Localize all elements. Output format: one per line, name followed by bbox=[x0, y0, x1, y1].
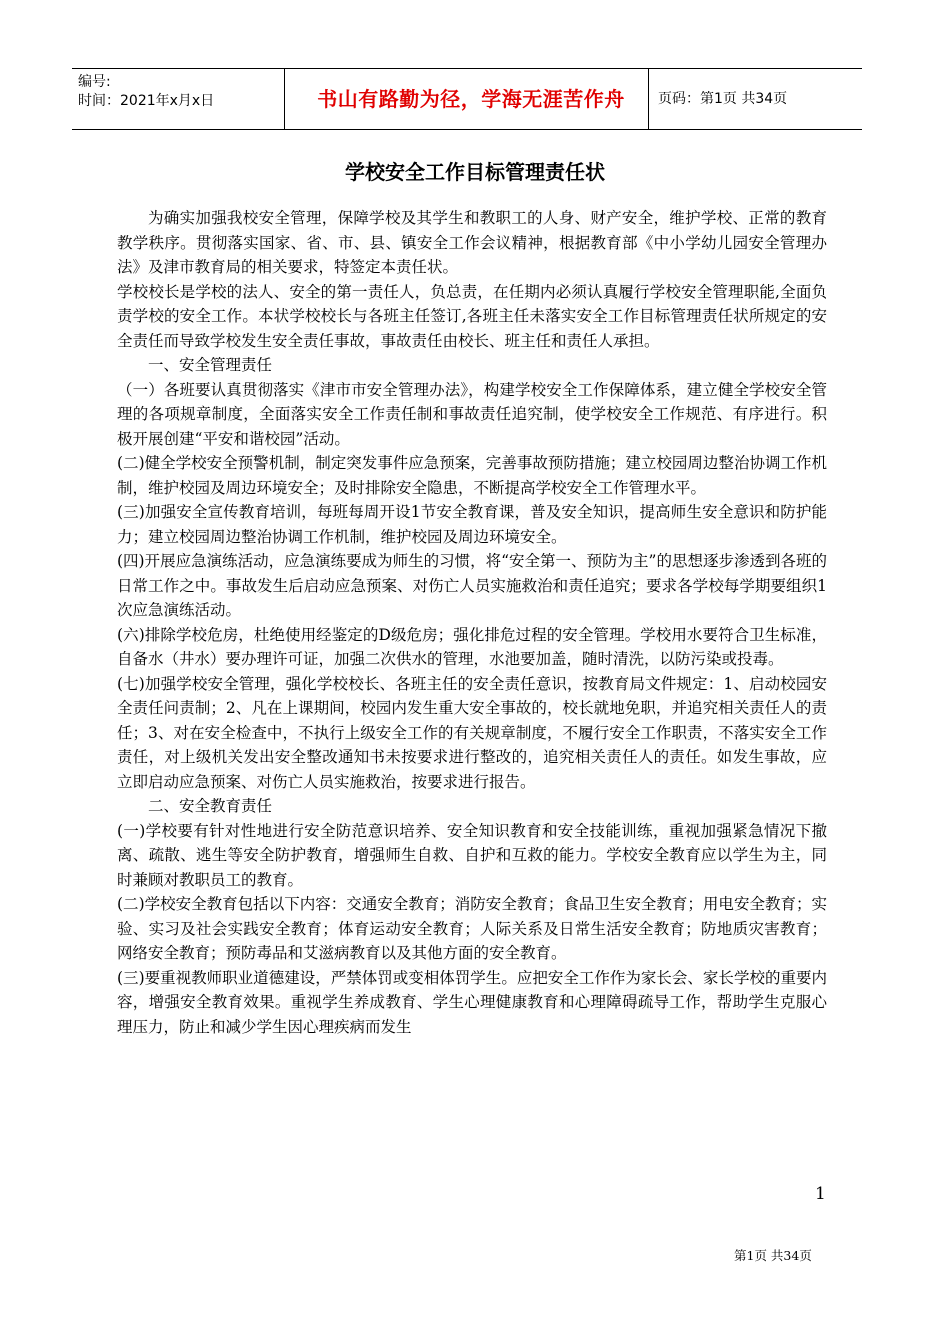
header-meta bbox=[78, 73, 278, 111]
document-title: 学校安全工作目标管理责任状 bbox=[345, 160, 605, 184]
document-body bbox=[117, 206, 827, 1039]
date-label: 时间：2021年x月x日 bbox=[78, 93, 215, 109]
number-label: 编号: bbox=[78, 74, 111, 90]
paragraph: 一、安全管理责任 bbox=[148, 356, 273, 374]
page-number: 1 bbox=[815, 1184, 826, 1204]
header-page-info: 页码：第1页 共34页 bbox=[658, 91, 788, 107]
paragraph: 二、安全教育责任 bbox=[148, 797, 273, 815]
paragraph: (一)学校要有针对性地进行安全防范意识培养、安全知识教育和安全技能训练，重视加强紧急情况下撤离、疏散、逃生等安全防护教育，增强师生自救、自护和互救的能力。学校安全教育应以学生为主，同时兼顾对教职员工的教育。 bbox=[117, 821, 827, 889]
paragraph: (二)健全学校安全预警机制，制定突发事件应急预案，完善事故预防措施；建立校园周边整治协调工作机制，维护校园及周边环境安全；及时排除安全隐患，不断提高学校安全工作管理水平。 bbox=[117, 454, 827, 497]
paragraph: (六)排除学校危房，杜绝使用经鉴定的D级危房；强化排危过程的安全管理。学校用水要符合卫生标准，自备水（井水）要办理许可证，加强二次供水的管理，水池要加盖，随时清洗，以防污染或投毒。 bbox=[117, 625, 827, 668]
header-divider bbox=[284, 69, 285, 129]
header-motto: 书山有路勤为径，学海无涯苦作舟 bbox=[317, 87, 625, 111]
header-divider bbox=[648, 69, 649, 129]
paragraph: (三)加强安全宣传教育培训，每班每周开设1节安全教育课，普及安全知识，提高师生安全意识和防护能力；建立校园周边整治协调工作机制，维护校园及周边环境安全。 bbox=[117, 503, 827, 546]
page-header bbox=[72, 68, 862, 130]
paragraph: (七)加强学校安全管理，强化学校校长、各班主任的安全责任意识，按教育局文件规定：1、启动校园安全责任问责制；2、凡在上课期间，校园内发生重大安全事故的，校长就地免职，并追究相关责任人的责任；3、对在安全检查中，不执行上级安全工作的有关规章制度，不履行安全工作职责，不落实安全工作责任，对上级机关发出安全整改通知书未按要求进行整改的，追究相关责任人的责任。如发生事故，应立即启动应急预案、对伤亡人员实施救治，按要求进行报告。 bbox=[117, 674, 827, 791]
paragraph: 为确实加强我校安全管理，保障学校及其学生和教职工的人身、财产安全，维护学校、正常的教育教学秩序。贯彻落实国家、省、市、县、镇安全工作会议精神，根据教育部《中小学幼儿园安全管理办法》及津市教育局的相关要求，特签定本责任状。 bbox=[117, 209, 827, 276]
paragraph: (三)要重视教师职业道德建设，严禁体罚或变相体罚学生。应把安全工作作为家长会、家长学校的重要内容，增强安全教育效果。重视学生养成教育、学生心理健康教育和心理障碍疏导工作，帮助学生克服心理压力，防止和减少学生因心理疾病而发生 bbox=[117, 968, 827, 1036]
paragraph: (四)开展应急演练活动，应急演练要成为师生的习惯，将“安全第一、预防为主”的思想逐步渗透到各班的日常工作之中。事故发生后启动应急预案、对伤亡人员实施救治和责任追究；要求各学校每学期要组织1次应急演练活动。 bbox=[117, 552, 827, 619]
page-footer: 第1页 共34页 bbox=[734, 1248, 812, 1263]
paragraph: (二)学校安全教育包括以下内容：交通安全教育；消防安全教育；食品卫生安全教育；用电安全教育；实验、实习及社会实践安全教育；体育运动安全教育；人际关系及日常生活安全教育；防地质灾害教育；网络安全教育；预防毒品和艾滋病教育以及其他方面的安全教育。 bbox=[117, 895, 827, 962]
paragraph: （一）各班要认真贯彻落实《津市市安全管理办法》，构建学校安全工作保障体系，建立健全学校安全管理的各项规章制度，全面落实安全工作责任制和事故责任追究制，使学校安全工作规范、有序进行。积极开展创建“平安和谐校园”活动。 bbox=[117, 380, 827, 448]
paragraph: 学校校长是学校的法人、安全的第一责任人，负总责，在任期内必须认真履行学校安全管理职能,全面负责学校的安全工作。本状学校校长与各班主任签订,各班主任未落实安全工作目标管理责任状所规定的安全责任而导致学校发生安全责任事故，事故责任由校长、班主任和责任人承担。 bbox=[117, 282, 827, 350]
